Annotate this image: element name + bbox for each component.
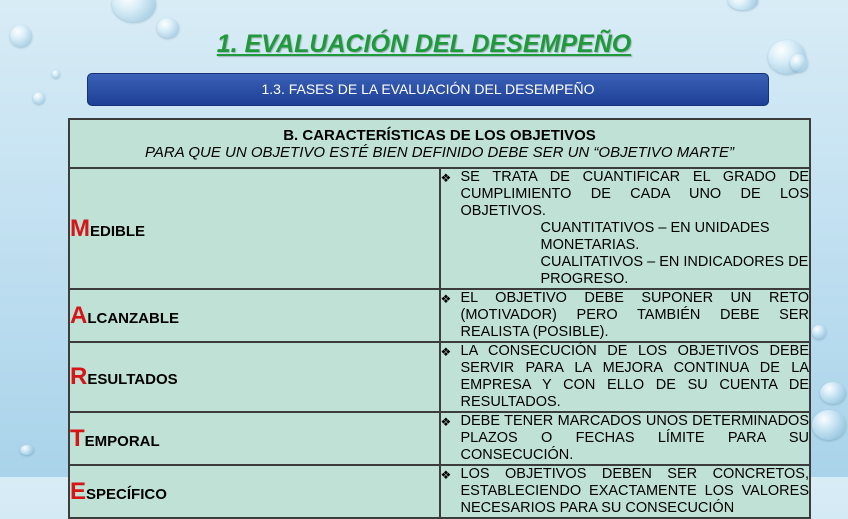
water-drop-decoration bbox=[812, 325, 826, 339]
initial-letter: R bbox=[70, 363, 88, 390]
description-text: EL OBJETIVO DEBE SUPONER UN RETO (MOTIVADOR) PERO TAMBIÉN DEBE SER REALISTA (POSIBLE). bbox=[460, 290, 809, 340]
table-row-especifico bbox=[69, 465, 810, 518]
table-row-resultados bbox=[69, 342, 810, 412]
description-subpoint: CUANTITATIVOS – EN UNIDADES MONETARIAS. bbox=[540, 220, 770, 253]
water-drop-decoration bbox=[728, 0, 758, 10]
row-description bbox=[440, 465, 811, 518]
row-description bbox=[440, 412, 811, 465]
initial-letter: E bbox=[70, 477, 87, 505]
label-rest: ESULTADOS bbox=[87, 371, 178, 388]
description-text: SE TRATA DE CUANTIFICAR EL GRADO DE CUMPLIMIENTO DE CADA UNO DE LOS OBJETIVOS. bbox=[460, 169, 809, 219]
table-header-subtitle: PARA QUE UN OBJETIVO ESTÉ BIEN DEFINIDO DEBE SER UN “OBJETIVO MARTE” bbox=[145, 143, 734, 161]
label-rest: SPECÍFICO bbox=[86, 485, 167, 503]
water-drop-decoration bbox=[112, 0, 156, 22]
row-label bbox=[69, 168, 440, 289]
initial-letter: M bbox=[70, 214, 90, 242]
label-rest: EMPORAL bbox=[84, 432, 160, 450]
water-drop-decoration bbox=[52, 70, 60, 78]
diamond-bullet-icon: ❖ bbox=[440, 415, 452, 429]
initial-letter: A bbox=[70, 301, 88, 329]
row-label bbox=[69, 289, 440, 342]
row-label bbox=[69, 465, 440, 518]
label-rest: EDIBLE bbox=[90, 222, 146, 240]
water-drop-decoration bbox=[812, 410, 846, 440]
description-subpoint: CUALITATIVOS – EN INDICADORES DE PROGRESO. bbox=[540, 254, 809, 287]
diamond-bullet-icon: ❖ bbox=[440, 345, 452, 359]
diamond-bullet-icon: ❖ bbox=[440, 292, 452, 306]
row-description bbox=[440, 342, 811, 412]
row-description bbox=[440, 168, 811, 289]
diamond-bullet-icon: ❖ bbox=[440, 468, 452, 482]
label-rest: LCANZABLE bbox=[87, 309, 179, 327]
table-row-alcanzable bbox=[69, 289, 810, 342]
slide-title: 1. EVALUACIÓN DEL DESEMPEÑO bbox=[216, 30, 632, 58]
diamond-bullet-icon: ❖ bbox=[440, 171, 452, 185]
description-text: LOS OBJETIVOS DEBEN SER CONCRETOS, ESTABLECIENDO EXACTAMENTE LOS VALORES NECESARIOS PARA SU CONSECUCIÓN bbox=[460, 466, 809, 516]
water-drop-decoration bbox=[820, 382, 846, 404]
table-row-temporal bbox=[69, 412, 810, 465]
description-text: DEBE TENER MARCADOS UNOS DETERMINADOS PLAZOS O FECHAS LÍMITE PARA SU CONSECUCIÓN. bbox=[460, 413, 809, 463]
description-text: LA CONSECUCIÓN DE LOS OBJETIVOS DEBE SERVIR PARA LA MEJORA CONTINUA DE LA EMPRESA Y CON ELLO DE SU CUENTA DE RESULTADOS. bbox=[460, 343, 809, 410]
initial-letter: T bbox=[70, 424, 85, 452]
row-description bbox=[440, 289, 811, 342]
water-drop-decoration bbox=[20, 445, 34, 455]
table-header-row bbox=[69, 119, 810, 168]
objectives-table bbox=[68, 118, 811, 519]
section-subtitle-bar: 1.3. FASES DE LA EVALUACIÓN DEL DESEMPEÑO bbox=[87, 73, 769, 106]
table-header bbox=[69, 119, 810, 168]
row-label bbox=[69, 412, 440, 465]
table-row-medible bbox=[69, 168, 810, 289]
table-header-title: B. CARACTERÍSTICAS DE LOS OBJETIVOS bbox=[283, 126, 596, 144]
water-drop-decoration bbox=[33, 92, 45, 104]
row-label bbox=[69, 342, 440, 412]
